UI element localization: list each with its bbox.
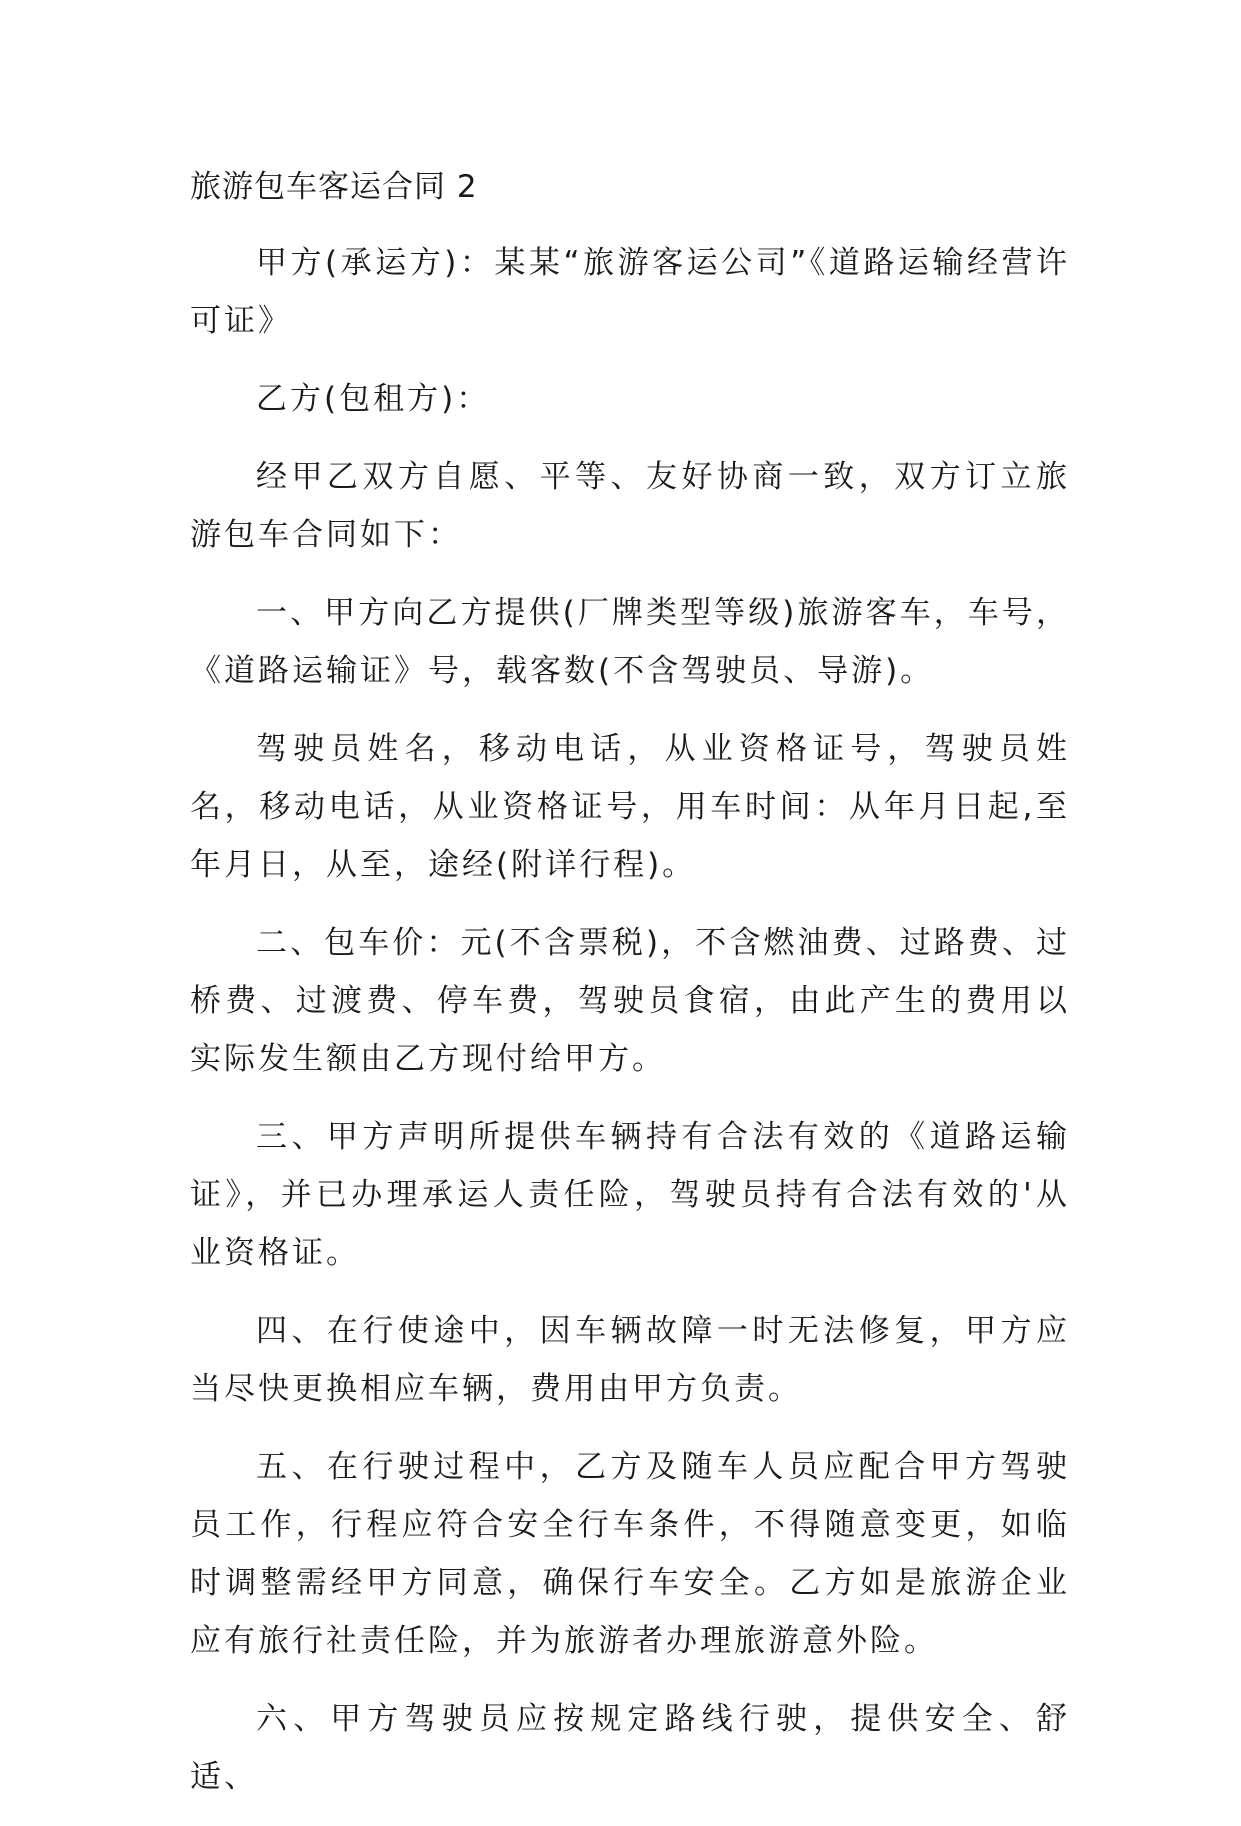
paragraph-clause-6: 六、甲方驾驶员应按规定路线行驶，提供安全、舒适、 (190, 1701, 1070, 1795)
paragraph-clause-1: 一、甲方向乙方提供(厂牌类型等级)旅游客车，车号，《道路运输证》号，载客数(不含驾驶员、导游)。 (190, 595, 1070, 689)
paragraph-driver-info: 驾驶员姓名，移动电话，从业资格证号，驾驶员姓名，移动电话，从业资格证号，用车时间：从年月日起,至年月日，从至，途经(附详行程)。 (190, 731, 1070, 883)
paragraph-clause-4: 四、在行使途中，因车辆故障一时无法修复，甲方应当尽快更换相应车辆，费用由甲方负责。 (190, 1313, 1070, 1407)
paragraph-clause-2: 二、包车价：元(不含票税)，不含燃油费、过路费、过桥费、过渡费、停车费，驾驶员食宿，由此产生的费用以实际发生额由乙方现付给甲方。 (190, 925, 1070, 1077)
document-title: 旅游包车客运合同 2 (190, 169, 478, 205)
paragraph-clause-5: 五、在行驶过程中，乙方及随车人员应配合甲方驾驶员工作，行程应符合安全行车条件，不得随意变更，如临时调整需经甲方同意，确保行车安全。乙方如是旅游企业应有旅行社责任险，并为旅游者办理旅游意外险。 (190, 1449, 1070, 1659)
paragraph-party-a: 甲方(承运方)：某某“旅游客运公司”《道路运输经营许可证》 (190, 245, 1070, 339)
document-page (190, 158, 1070, 1826)
paragraph-preamble: 经甲乙双方自愿、平等、友好协商一致，双方订立旅游包车合同如下： (190, 459, 1070, 553)
paragraph-party-b: 乙方(包租方)： (256, 381, 491, 417)
paragraph-clause-3: 三、甲方声明所提供车辆持有合法有效的《道路运输证》，并已办理承运人责任险，驾驶员持有合法有效的'从业资格证。 (190, 1119, 1070, 1271)
